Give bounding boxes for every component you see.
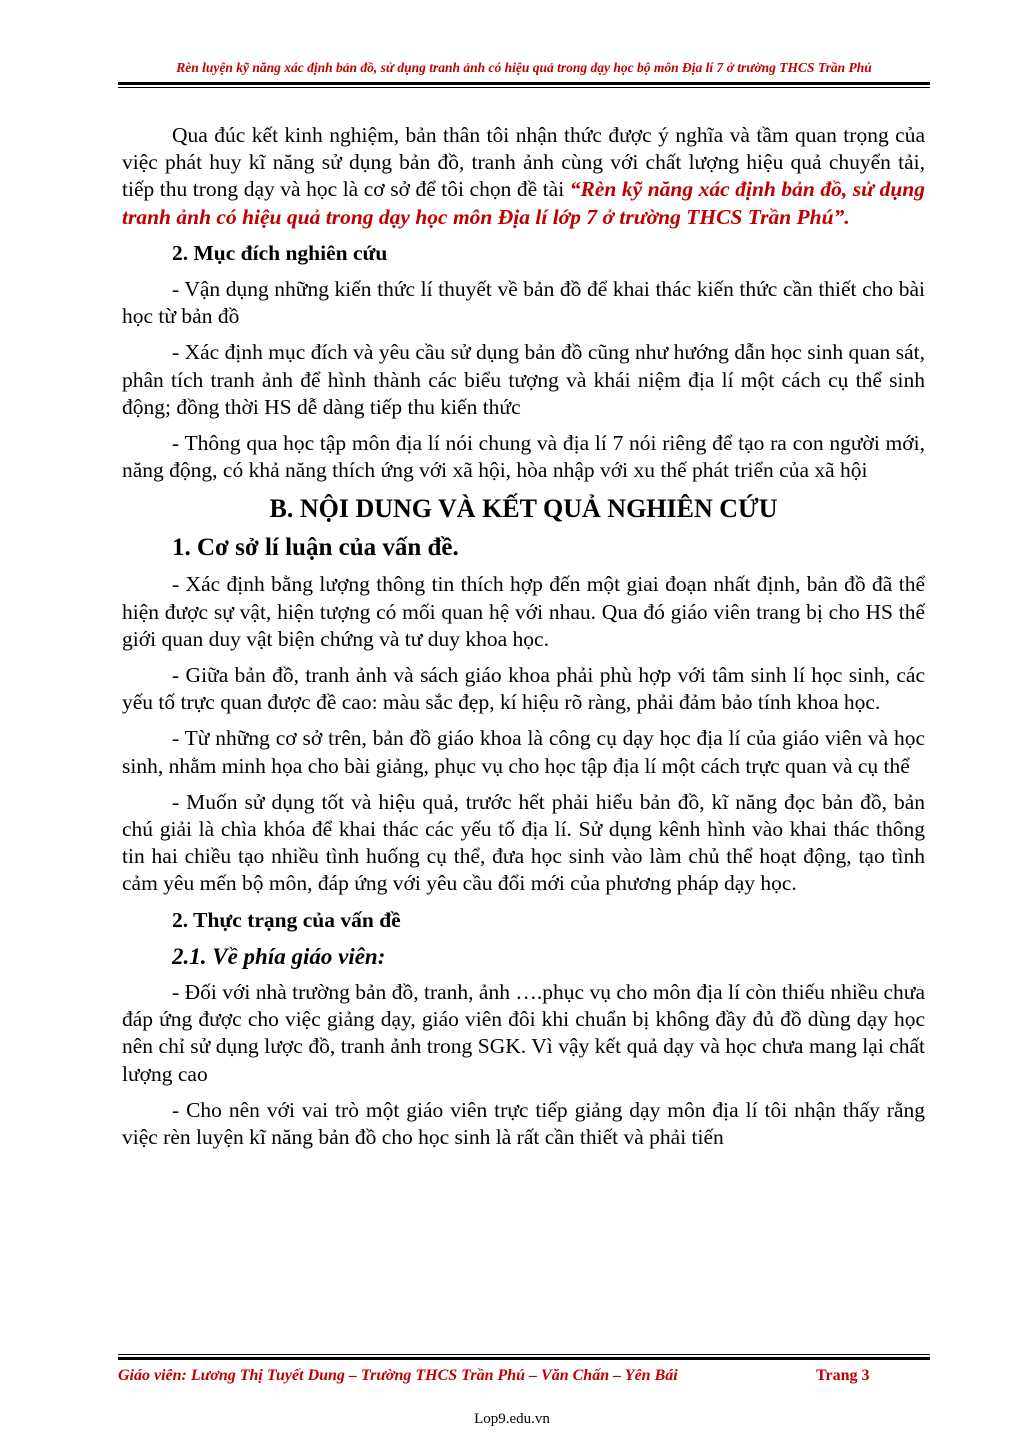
theory-item-4: - Muốn sử dụng tốt và hiệu quả, trước hết phải hiểu bản đồ, kĩ năng đọc bản đồ, bản chú giải là chìa khóa để khai thác các yếu tố địa lí. Sử dụng kênh hình vào khai thác thông tin hai chiều tạo nhiều tình huống cụ thể, đưa học sinh vào làm chủ thể hoạt động, tạo tình cảm yêu mến bộ môn, đáp ứng với yêu cầu đổi mới của phương pháp dạy học. xyxy=(122,789,925,896)
section-b-heading: B. NỘI DUNG VÀ KẾT QUẢ NGHIÊN CỨU xyxy=(269,494,778,524)
heading-theory-basis: 1. Cơ sở lí luận của vấn đề. xyxy=(172,534,459,562)
heading-teacher-side: 2.1. Về phía giáo viên: xyxy=(172,943,386,969)
heading-current-state: 2. Thực trạng của vấn đề xyxy=(172,907,401,932)
heading-research-purpose: 2. Mục đích nghiên cứu xyxy=(172,240,388,265)
footer-rule-thick xyxy=(118,1357,930,1360)
purpose-item-1: - Vận dụng những kiến thức lí thuyết về bản đồ để khai thác kiến thức cần thiết cho bài học từ bản đồ xyxy=(122,277,925,329)
teacher-item-1: - Đối với nhà trường bản đồ, tranh, ảnh ….phục vụ cho môn địa lí còn thiếu nhiều chưa đáp ứng được cho việc giảng dạy, giáo viên đôi khi chuẩn bị không đầy đủ đồ dùng dạy học nên chỉ sử dụng lược đồ, tranh ảnh trong SGK. Vì vậy kết quả dạy và học chưa mang lại chất lượng cao xyxy=(122,980,925,1086)
theory-item-3: - Từ những cơ sở trên, bản đồ giáo khoa là công cụ dạy học địa lí của giáo viên và học sinh, nhằm minh họa cho bài giảng, phục vụ cho học tập địa lí một cách trực quan và cụ thể xyxy=(122,726,925,778)
page-body xyxy=(122,122,925,1151)
theory-item-1: - Xác định bằng lượng thông tin thích hợp đến một giai đoạn nhất định, bản đồ đã thể hiện được sự vật, hiện tượng có mối quan hệ với nhau. Qua đó giáo viên trang bị cho HS thế giới quan duy vật biện chứng và tư duy khoa học. xyxy=(122,572,925,651)
intro-paragraph xyxy=(122,122,925,231)
footer-author: Giáo viên: Lương Thị Tuyết Dung – Trường THCS Trần Phú – Văn Chấn – Yên Bái xyxy=(118,1367,678,1384)
purpose-item-3: - Thông qua học tập môn địa lí nói chung và địa lí 7 nói riêng để tạo ra con người mới, năng động, có khả năng thích ứng với xã hội, hòa nhập với xu thế phát triển của xã hội xyxy=(122,431,925,483)
theory-item-2: - Giữa bản đồ, tranh ảnh và sách giáo khoa phải phù hợp với tâm sinh lí học sinh, các yếu tố trực quan được đề cao: màu sắc đẹp, kí hiệu rõ ràng, phải đảm bảo tính khoa học. xyxy=(122,663,925,715)
running-header: Rèn luyện kỹ năng xác định bản đồ, sử dụng tranh ảnh có hiệu quả trong dạy học bộ môn Địa lí 7 ở trường THCS Trần Phú xyxy=(176,60,872,75)
purpose-item-2: - Xác định mục đích và yêu cầu sử dụng bản đồ cũng như hướng dẫn học sinh quan sát, phân tích tranh ảnh để hình thành các biểu tượng và khái niệm địa lí một cách cụ thể sinh động; đồng thời HS dễ dàng tiếp thu kiến thức xyxy=(122,340,925,419)
footer-rule-thin xyxy=(118,1354,930,1355)
source-watermark: Lop9.edu.vn xyxy=(474,1411,550,1427)
intro-text: Qua đúc kết kinh nghiệm, bản thân tôi nhận thức được ý nghĩa và tầm quan trọng của việc phát huy kĩ năng sử dụng bản đồ, tranh ảnh cùng với chất lượng hiệu quả chuyển tải, tiếp thu trong dạy và học là cơ sở để tôi chọn đề tài xyxy=(122,123,925,202)
topic-title: “Rèn kỹ năng xác định bản đồ, sử dụng tranh ảnh có hiệu quả trong dạy học môn Địa lí lớp 7 ở trường THCS Trần Phú”. xyxy=(122,177,926,229)
header-rule-thick xyxy=(118,82,930,85)
teacher-item-2: - Cho nên với vai trò một giáo viên trực tiếp giảng dạy môn địa lí tôi nhận thấy rằng việc rèn luyện kĩ năng bản đồ cho học sinh là rất cần thiết và phải tiến xyxy=(122,1097,925,1150)
page-number: Trang 3 xyxy=(816,1367,870,1384)
header-rule-thin xyxy=(118,87,930,88)
